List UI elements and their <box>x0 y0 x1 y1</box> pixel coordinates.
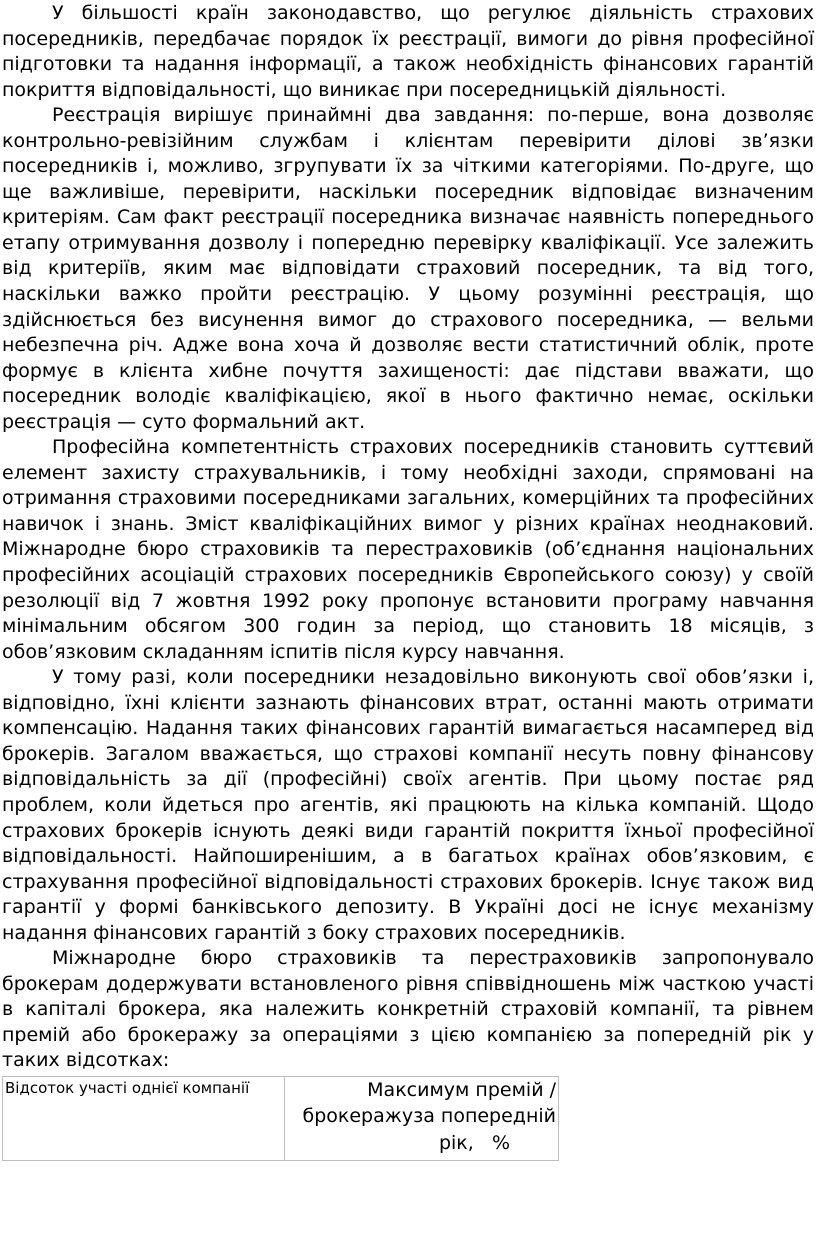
table-header-max-premium-line: брокеражуза попередній <box>302 1105 556 1128</box>
paragraph-registration-requirements: У більшості країн законодавство, що регулює діяльність страхових посередників, передбачає порядок їх реєстрації, вимоги до рівня професійної підготовки та надання інформації, а також необхідність фінансових гарантій покриття відповідальності, що виникає при посередницькій діяльності. <box>2 2 814 101</box>
table-header-max-premium <box>284 1076 558 1161</box>
table-header-max-premium-line: Максимум премій / <box>367 1078 556 1101</box>
table-header-max-premium-line: рік, % <box>438 1131 510 1154</box>
paragraph-financial-guarantees: У тому разі, коли посередники незадовільно виконують свої обов’язки і, відповідно, їхні клієнти зазнають фінансових втрат, останні мають отримати компенсацію. Надання таких фінансових гарантій вимагається насамперед від брокерів. Загалом вважається, що страхові компанії несуть повну фінансову відповідальність за дії (професійні) своїх агентів. При цьому постає ряд проблем, коли йдеться про агентів, які працюють на кілька компаній. Щодо страхових брокерів існують деякі види гарантій покриття їхньої професійної відповідальності. Найпоширенішим, а в багатьох країнах обов’язковим, є страхування професійної відповідальності страхових брокерів. Існує також вид гарантії у формі банківського депозиту. В Україні досі не існує механізму надання фінансових гарантій з боку страхових посередників. <box>2 666 814 944</box>
share-premium-table <box>2 1076 559 1162</box>
paragraph-bureau-proposal: Міжнародне бюро страховиків та перестраховиків запропонувало брокерам додержувати встановленого рівня співвідношень між часткою участі в капіталі брокера, яка належить конкретній страховій компанії, та рівнем премій або брокеражу за операціями з цією компанією за попередній рік у таких відсотках: <box>2 947 814 1072</box>
table-header-share: Відсоток участі однієї компанії <box>3 1076 285 1161</box>
table-header-row <box>3 1076 559 1161</box>
paragraph-registration-tasks: Реєстрація вирішує принаймні два завдання: по-перше, вона дозволяє контрольно-ревізійним службам і клієнтам перевірити ділові зв’язки посередників і, можливо, згрупувати їх за чіткими категоріями. По-друге, що ще важливіше, перевірити, наскільки посередник відповідає визначеним критеріям. Сам факт реєстрації посередника визначає наявність попереднього етапу отримування дозволу і попередню перевірку кваліфікації. Усе залежить від критеріїв, яким має відповідати страховий посередник, та від того, наскільки важко пройти реєстрацію. У цьому розумінні реєстрація, що здійснюється без висунення вимог до страхового посередника, — вельми небезпечна річ. Адже вона хоча й дозволяє вести статистичний облік, проте формує в клієнта хибне почуття захищеності: дає підстави вважати, що посередник володіє кваліфікацією, якої в нього фактично немає, оскільки реєстрація — суто формальний акт. <box>2 104 814 433</box>
paragraph-professional-competence: Професійна компетентність страхових посередників становить суттєвий елемент захисту страхувальників, і тому необхідні заходи, спрямовані на отримання страховими посередниками загальних, комерційних та професійних навичок і знань. Зміст кваліфікаційних вимог у різних країнах неоднаковий. Міжнародне бюро страховиків та перестраховиків (об’єднання національних професійних асоціацій страхових посередників Європейського союзу) у своїй резолюції від 7 жовтня 1992 року пропонує встановити програму навчання мінімальним обсягом 300 годин за період, що становить 18 місяців, з обов’язковим складанням іспитів після курсу навчання. <box>2 436 814 663</box>
document-page <box>2 0 814 1161</box>
